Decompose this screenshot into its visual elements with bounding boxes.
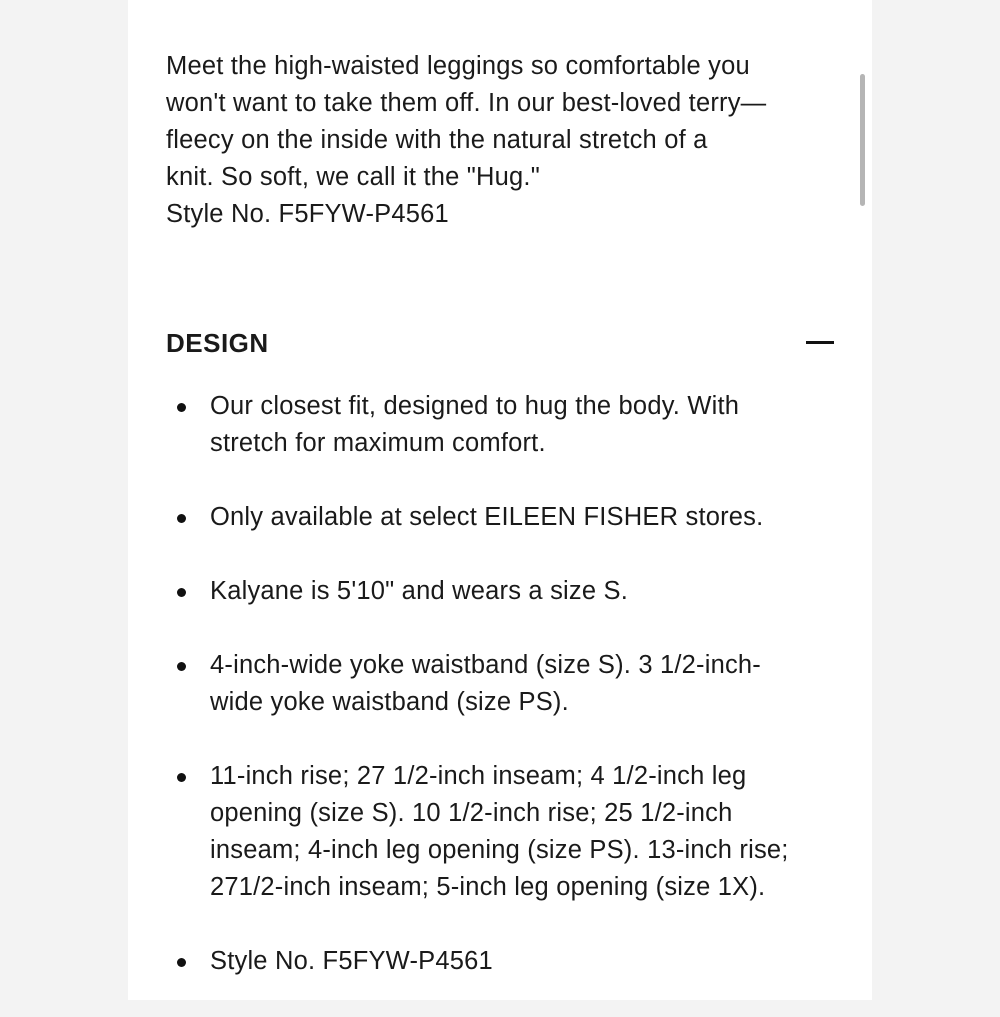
scrollbar-thumb[interactable] [860, 74, 865, 206]
list-item [166, 499, 846, 536]
style-number: Style No. F5FYW-P4561 [166, 200, 449, 228]
design-list [166, 388, 846, 1017]
list-item-text: wide yoke waistband (size PS). [210, 688, 569, 716]
product-details-panel [128, 0, 872, 1000]
list-item [166, 388, 846, 462]
list-item-text: stretch for maximum comfort. [210, 429, 546, 457]
bullet-icon [177, 403, 186, 412]
list-item-text: Kalyane is 5'10" and wears a size S. [210, 577, 629, 605]
bullet-icon [177, 662, 186, 671]
list-item-text: inseam; 4-inch leg opening (size PS). 13-inch rise; [210, 836, 789, 864]
section-title: DESIGN [166, 328, 269, 358]
list-item [166, 573, 846, 610]
description-line: won't want to take them off. In our best-loved terry— [166, 89, 767, 117]
minus-icon [806, 341, 834, 344]
description-line: knit. So soft, we call it the "Hug." [166, 163, 540, 191]
list-item [166, 647, 846, 721]
list-item-text: 271/2-inch inseam; 5-inch leg opening (size 1X). [210, 873, 766, 901]
bullet-icon [177, 588, 186, 597]
product-description [166, 48, 826, 233]
list-item-text: opening (size S). 10 1/2-inch rise; 25 1/2-inch [210, 799, 733, 827]
bullet-icon [177, 773, 186, 782]
list-item [166, 943, 846, 980]
list-item-text: Our closest fit, designed to hug the body. With [210, 392, 740, 420]
list-item-text: 11-inch rise; 27 1/2-inch inseam; 4 1/2-inch leg [210, 762, 747, 790]
bullet-icon [177, 514, 186, 523]
collapse-button[interactable] [804, 328, 836, 358]
description-line: Meet the high-waisted leggings so comfortable you [166, 52, 750, 80]
description-line: fleecy on the inside with the natural stretch of a [166, 126, 708, 154]
bullet-icon [177, 958, 186, 967]
list-item-text: 4-inch-wide yoke waistband (size S). 3 1/2-inch- [210, 651, 762, 679]
list-item [166, 758, 846, 906]
list-item-text: Style No. F5FYW-P4561 [210, 947, 493, 975]
design-section-header[interactable] [166, 322, 836, 364]
list-item-text: Only available at select EILEEN FISHER stores. [210, 503, 764, 531]
